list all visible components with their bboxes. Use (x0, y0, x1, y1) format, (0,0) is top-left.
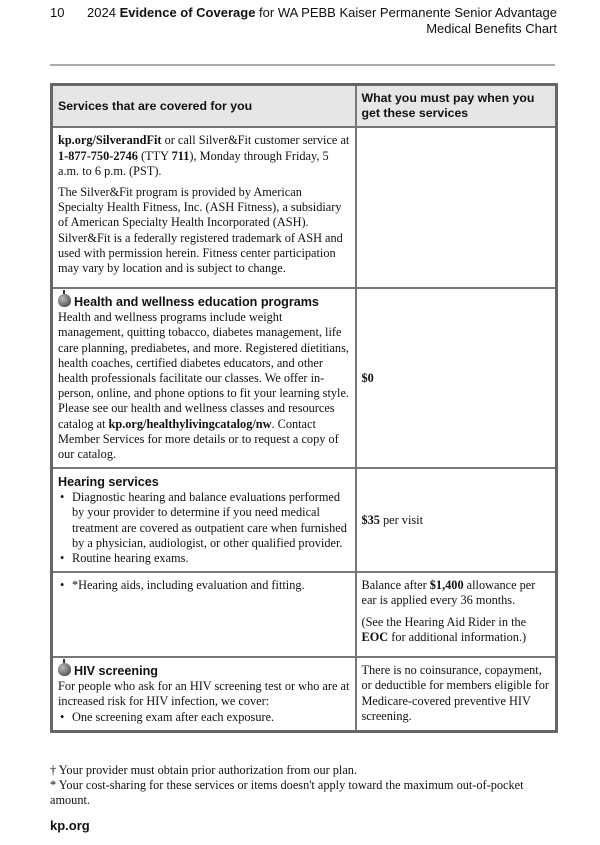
page-number: 10 (50, 5, 65, 20)
service-title: Hearing services (58, 475, 159, 490)
list-item: • Routine hearing exams. (58, 551, 350, 566)
hiv-cell (52, 657, 356, 731)
page-top (50, 5, 557, 37)
silverfit-link[interactable]: kp.org/SilverandFit (58, 133, 162, 148)
table-row (52, 572, 557, 657)
list-item: • Diagnostic hearing and balance evaluations performed by your provider to determine if you need medical treatment are covered as outpatient care when furnished by a physician, audiologist, or other qualified provider. (58, 490, 350, 551)
text: per visit (379, 512, 423, 527)
cost-value: $0 (361, 370, 374, 385)
footnote-auth: † Your provider must obtain prior authorization from our plan. (50, 762, 358, 777)
cost-value: $35 (361, 512, 380, 527)
eoc-ref: EOC (361, 629, 389, 644)
table-row (52, 288, 557, 468)
list-item: • One screening exam after each exposure. (58, 710, 350, 725)
text: Balance after (361, 578, 430, 593)
silverfit-cell (52, 127, 356, 288)
text: allowance per ear is applied every 36 months. (361, 578, 536, 608)
text: . Contact Member Services for more details or to request a copy of our catalog. (58, 416, 339, 462)
header-subtitle: Medical Benefits Chart (426, 21, 557, 36)
column-header-services: Services that are covered for you (52, 85, 356, 128)
cost-cell (356, 468, 557, 572)
apple-icon (58, 294, 71, 307)
table-header-row (52, 85, 557, 128)
footnotes (50, 763, 557, 808)
text: ), Monday through Friday, 5 a.m. to 6 p.m. (PST). (58, 148, 329, 178)
text: (See the Hearing Aid Rider in the (361, 614, 527, 629)
cost-cell: There is no coinsurance, copayment, or deductible for members eligible for Medicare-covered preventive HIV screening. (356, 657, 557, 731)
header-divider (50, 64, 555, 66)
text: for additional information.) (388, 629, 527, 644)
table-row (52, 657, 557, 731)
text: or call Silver&Fit customer service at (161, 133, 350, 148)
hearing-cell (52, 468, 356, 572)
table-row (52, 468, 557, 572)
header-bold: Evidence of Coverage (119, 5, 256, 20)
service-title: Health and wellness education programs (74, 295, 319, 310)
cost-cell (356, 572, 557, 657)
header-suffix: for WA PEBB Kaiser Permanente Senior Advantage (255, 5, 557, 20)
site-link[interactable]: kp.org (50, 817, 90, 833)
list-item: • *Hearing aids, including evaluation and fitting. (58, 578, 350, 593)
text: Health and wellness programs include weight management, quitting tobacco, diabetes management, life care planning, prediabetes, and more. Registered dietitians, health coaches, certified diabetes educators, and other health professionals facilitate our classes. We offer in-person, online, and phone options to fit your learning style. Please see our health and wellness classes and resources catalog at (58, 310, 349, 431)
service-title: HIV screening (74, 664, 158, 679)
header-prefix: 2024 (87, 5, 120, 20)
catalog-link[interactable]: kp.org/healthylivingcatalog/nw (108, 416, 272, 431)
column-header-cost: What you must pay when you get these services (356, 85, 557, 128)
tty-number: 711 (171, 148, 190, 163)
cost-cell (356, 288, 557, 468)
text: For people who ask for an HIV screening test or who are at increased risk for HIV infection, we cover: (58, 679, 350, 709)
silverfit-description: The Silver&Fit program is provided by American Specialty Health Fitness, Inc. (ASH Fitness), a subsidiary of American Specialty Health Incorporated (ASH). Silver&Fit is a federally registered trademark of ASH and used with permission herein. Fitness center participation may vary by location and is subject to change. (58, 185, 343, 276)
wellness-cell (52, 288, 356, 468)
footnote-cost-sharing: * Your cost-sharing for these services or items doesn't apply toward the maximum out-of-pocket amount. (50, 777, 524, 807)
hearing-aids-cell (52, 572, 356, 657)
cost-value: $1,400 (429, 578, 464, 593)
page-header (87, 5, 557, 37)
table-row (52, 127, 557, 288)
cost-cell (356, 127, 557, 288)
phone-number: 1-877-750-2746 (58, 148, 138, 163)
text: (TTY (137, 148, 172, 163)
benefits-table (50, 83, 558, 733)
apple-icon (58, 663, 71, 676)
